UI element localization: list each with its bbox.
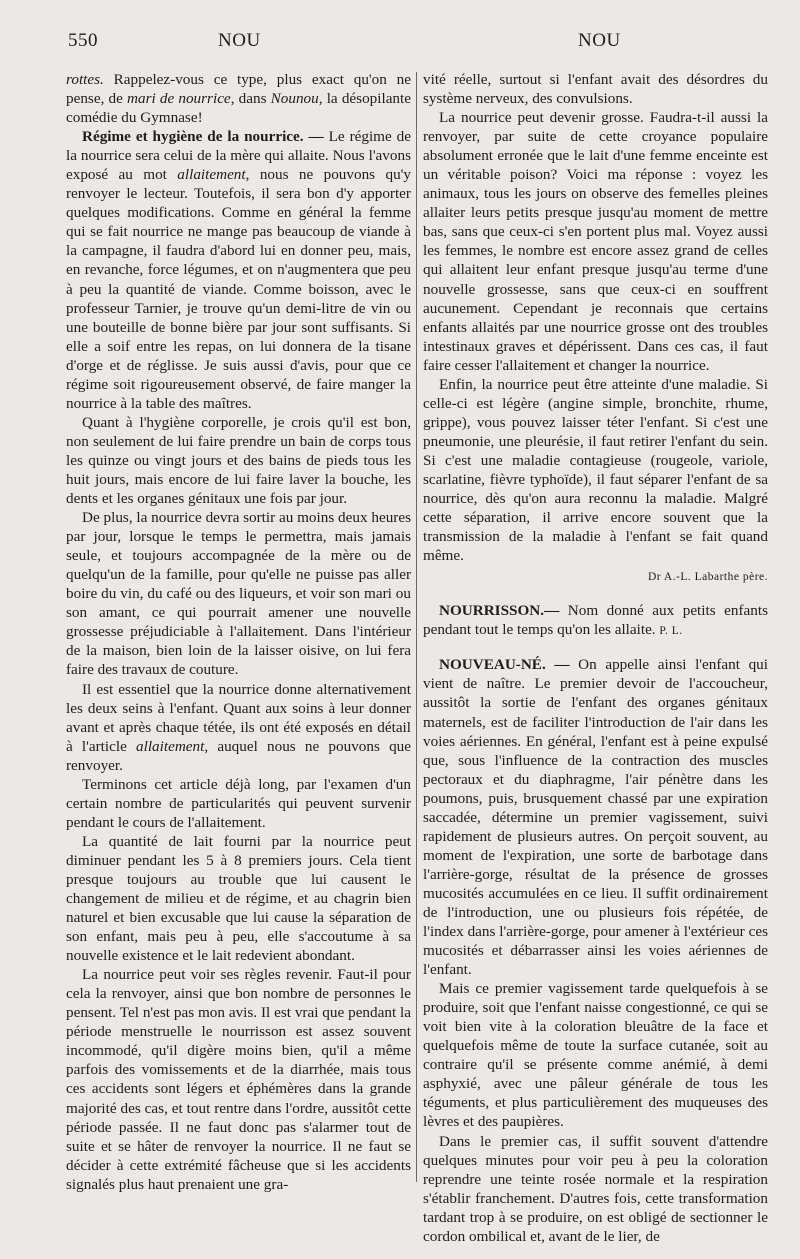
- paragraph: Il est essentiel que la nourrice donne alternativement les deux seins à l'enfant. Quant aux soins à leur donner avant et après chaque tétée, ils ont été exposés en détail à l'article allaitement, auquel nous ne pouvons que renvoyer.: [66, 680, 411, 774]
- paragraph: La quantité de lait fourni par la nourrice peut diminuer pendant les 5 à 8 premiers jours. Cela tient presque toujours au trouble que lui causent le changement de milieu et de régime, et au chagrin bien naturel et bien excusable que lui cause la séparation de son enfant, mais peu à peu, elle s'accoutume à sa nouvelle existence et le lait redevient abondant.: [66, 832, 411, 965]
- paragraph-regime: Régime et hygiène de la nourrice. — Le régime de la nourrice sera celui de la mère qui allaite. Nous l'avons exposé au mot allaitement, nous ne pouvons qu'y renvoyer le lecteur. Toutefois, il sera bon d'y apporter quelques modifications. Comme en général la femme qui se fait nourrice ne mange pas beaucoup de viande à la campagne, il faudra d'abord lui en donner peu, mais, en revanche, force légumes, et on n'augmentera que peu à peu la quantité de viande. Comme boisson, avec le professeur Tarnier, je trouve qu'un demi-litre de vin ou une bouteille de bonne bière par jour sont suffisants. Si elle a soif entre les repas, on lui donnera de la tisane d'orge et de réglisse. Je suis aussi d'avis, pour que ce régime soit rigoureusement observé, de faire manger la nourrice à la table des maîtres.: [66, 128, 411, 412]
- paragraph: rottes. Rappelez-vous ce type, plus exact qu'on ne pense, de mari de nourrice, dans Nounou, la désopilante comédie du Gymnase!: [66, 71, 411, 127]
- entry-nouveau-ne: NOUVEAU-NÉ. — On appelle ainsi l'enfant qui vient de naître. Le premier devoir de l'accoucheur, aussitôt la sortie de l'enfant des organes génitaux maternels, est de faciliter l'introduction de l'air dans les voies aériennes. En général, l'enfant est à peine expulsé que, sous l'influence de la contraction des muscles pectoraux et du diaphragme, l'air pénètre dans les poumons, puis, brusquement chassé par une expiration saccadée, détermine un premier vagissement, suivi rapidement de plusieurs autres. On perçoit souvent, au moment de l'expiration, une sorte de barbotage dans l'arrière-gorge, résultat de la présence de grosses mucosités accumulées en ce lieu. Il suffit ordinairement de l'introduction, une ou plusieurs fois répétée, de l'index dans l'arrière-gorge, pour amener à l'extérieur ces mucosités et débarrasser ainsi les voies aériennes de l'enfant.: [423, 656, 768, 979]
- signature-labarthe: Dr A.-L. Labarthe père.: [647, 571, 768, 584]
- right-column: [423, 70, 768, 1246]
- paragraph: Dans le premier cas, il suffit souvent d'attendre quelques minutes pour voir peu à peu la coloration reprendre une teinte rosée normale et la respiration s'établir franchement. D'autres fois, cette transformation tardant trop à se produire, on est obligé de sectionner le cordon ombilical et, avant de le lier, de: [423, 1132, 768, 1245]
- paragraph: La nourrice peut voir ses règles revenir. Faut-il pour cela la renvoyer, ainsi que bon nombre de personnes le pensent. Tel n'est pas mon avis. Il est vrai que pendant la période menstruelle le nourrisson est assez souvent incommodé, qu'il digère moins bien, qu'il a même parfois des vomissements et de la diarrhée, mais tous ces accidents sont légers et éphémères dans la grande majorité des cas, et tout rentre dans l'ordre, aussitôt cette période passée. Il ne faut donc pas s'alarmer tout de suite et se hâter de renvoyer la nourrice. Il ne faut se décider à cette extrémité fâcheuse que si les accidents signalés plus haut prenaient une gra-: [66, 966, 411, 1193]
- signature-pl: P. L.: [659, 625, 683, 638]
- left-column: [66, 70, 411, 1194]
- running-head-right: NOU: [578, 30, 621, 51]
- entry-title: NOURRISSON.—: [439, 602, 560, 620]
- section-title: Régime et hygiène de la nourrice. —: [82, 128, 324, 146]
- paragraph: Quant à l'hygiène corporelle, je crois qu'il est bon, non seulement de lui faire prendre un bain de corps tous les quinze ou vingt jours et des bains de pieds tous les huit jours, mais encore de lui faire laver la bouche, les dents et les organes génitaux une fois par jour.: [66, 413, 411, 508]
- paragraph: La nourrice peut devenir grosse. Faudra-t-il aussi la renvoyer, par suite de cette croyance populaire absolument erronée que le lait d'une femme enceinte est un véritable poison? Voici ma réponse : voyez les animaux, tous les jours on observe des femelles pleines allaiter leurs petits presque jusqu'au moment de mettre bas, sans que ceux-ci s'en portent plus mal. Voyez aussi les femmes, le nombre est encore assez grand de celles qui allaitent leur enfant presque jusqu'au terme d'une nouvelle grossesse, sans que ceux-ci en souffrent aucunement. Cependant je reconnais que certains enfants allaités par une nourrice grosse ont des troubles intestinaux graves et dépérissent. Dans ces cas, il faut faire cesser l'allaitement et changer la nourrice.: [423, 109, 768, 374]
- paragraph: De plus, la nourrice devra sortir au moins deux heures par jour, lorsque le temps le permettra, mais jamais seule, et toujours accompagnée de la mère ou de quelqu'un de la famille, pour qu'elle ne puisse pas aller boire du vin, du café ou des liqueurs, et voir son mari ou son amant, ce qui pourrait amener une nouvelle grossesse préjudiciable à l'allaitement. Dans l'intérieur de la maison, bien loin de la laisser oisive, on lui fera faire des travaux de couture.: [66, 509, 411, 679]
- paragraph: Enfin, la nourrice peut être atteinte d'une maladie. Si celle-ci est légère (angine simple, bronchite, rhume, grippe), vous pouvez laisser téter l'enfant. Si c'est une pneumonie, une pleurésie, il faut retirer l'enfant du sein. Si c'est une maladie contagieuse (rougeole, variole, scarlatine, fièvre typhoïde), il faut séparer l'enfant de sa nourrice, dès qu'on aura reconnu la maladie. Malgré cette séparation, il arrive encore souvent que la transmission de la maladie à l'enfant se fait quand même.: [423, 375, 768, 565]
- paragraph: Terminons cet article déjà long, par l'examen d'un certain nombre de particularités qui peuvent survenir pendant le cours de l'allaitement.: [66, 775, 411, 831]
- paragraph: vité réelle, surtout si l'enfant avait des désordres du système nerveux, des convulsions.: [423, 71, 768, 108]
- column-divider: [416, 72, 417, 1182]
- entry-nourrisson: NOURRISSON.— Nom donné aux petits enfants pendant tout le temps qu'on les allaite. P. L.: [423, 602, 768, 639]
- running-head-left: NOU: [218, 30, 261, 51]
- paragraph: Mais ce premier vagissement tarde quelquefois à se produire, soit que l'enfant naisse congestionné, ce qui se voit bien vite à la coloration bleuâtre de la face et quelquefois même de toute la surface cutanée, soit au contraire qu'il se présente comme anémié, à demi asphyxié, avec une pâleur générale de tous les téguments, et plus particulièrement des muqueuses des lèvres et des paupières.: [423, 980, 768, 1131]
- entry-title: NOUVEAU-NÉ. —: [439, 656, 570, 674]
- page-number: 550: [68, 30, 98, 51]
